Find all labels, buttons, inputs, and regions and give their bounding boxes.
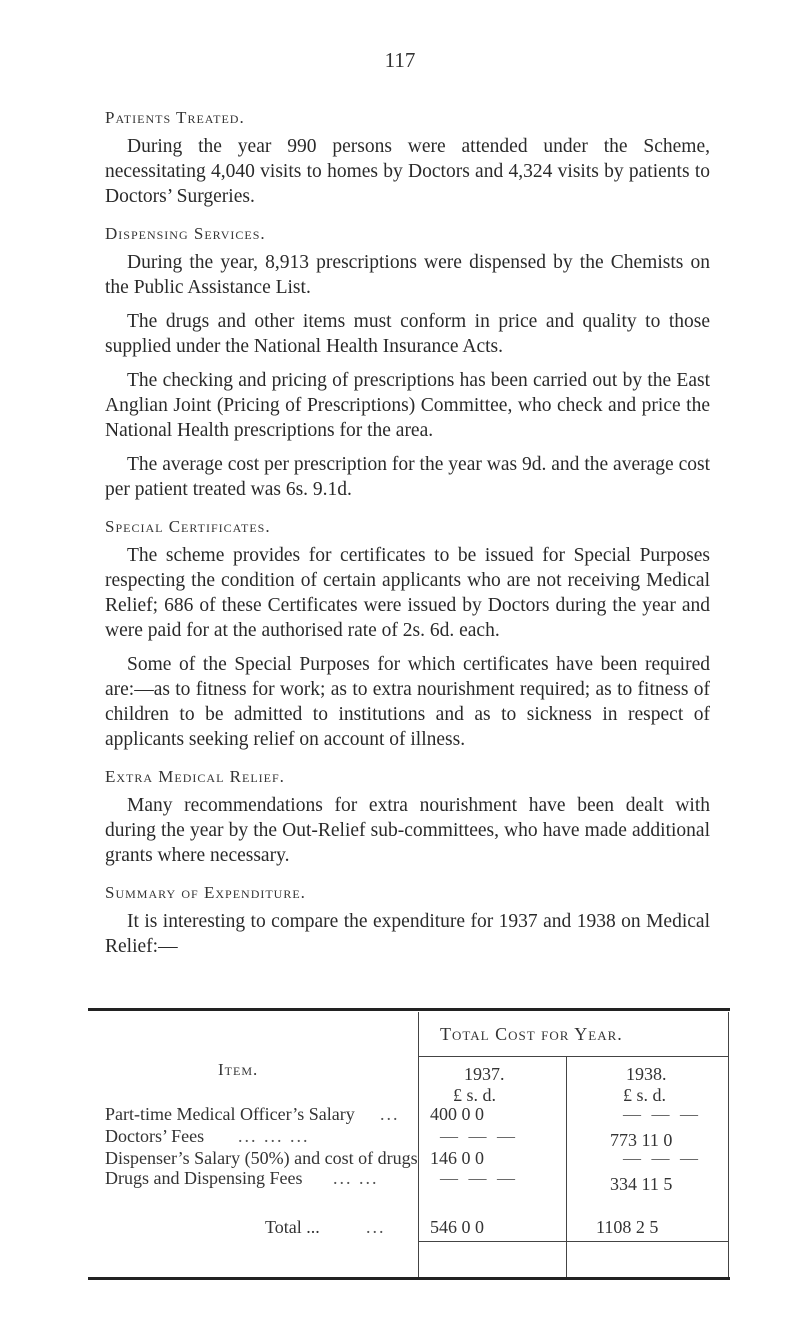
paragraph: The average cost per prescription for the year was 9d. and the average cost per patient treated was 6s. 9.1d. — [105, 454, 710, 500]
total-leader-dots: ... — [366, 1217, 386, 1237]
row-item-label: Part-time Medical Officer’s Salary — [105, 1104, 355, 1124]
paragraph: During the year, 8,913 prescriptions were dispensed by the Chemists on the Public Assistance List. — [105, 252, 710, 298]
units-header-1938: £ s. d. — [623, 1085, 667, 1105]
column-divider — [728, 1012, 729, 1277]
paragraph: During the year 990 persons were attended under the Scheme, necessitating 4,040 visits to homes by Doctors and 4,324 visits by patients to Doctors’ Surgeries. — [105, 136, 710, 207]
row-leader-dots: ... — [380, 1104, 400, 1124]
total-value-1937: 546 0 0 — [430, 1217, 484, 1237]
row-leader-dots: ... ... — [333, 1168, 379, 1188]
row-item-label: Drugs and Dispensing Fees — [105, 1168, 303, 1188]
paragraph: The scheme provides for certificates to be issued for Special Purposes respecting the condition of certain applicants who are not receiving Medical Relief; 686 of these Certificates were issued by Doctors during the year and were paid for at the authorised rate of 2s. 6d. each. — [105, 545, 710, 641]
expenditure-table — [88, 1008, 730, 1280]
paragraph: Many recommendations for extra nourishment have been dealt with during the year by the Out-Relief sub-committees, who have made additional grants where necessary. — [105, 795, 710, 866]
row-item-label: Doctors’ Fees — [105, 1126, 205, 1146]
row-value-1938: 773 11 0 — [610, 1130, 673, 1150]
section-patients-treated — [105, 108, 710, 209]
year-header-1937: 1937. — [464, 1064, 505, 1084]
section-heading: Summary of Expenditure. — [105, 883, 306, 902]
header-divider — [418, 1056, 729, 1057]
total-value-1938: 1108 2 5 — [596, 1217, 659, 1237]
section-extra-medical-relief — [105, 767, 710, 868]
row-value-1938: — — — — [623, 1148, 701, 1168]
section-summary-of-expenditure — [105, 883, 710, 959]
total-label: Total ... — [265, 1217, 320, 1237]
paragraph: The checking and pricing of prescriptions has been carried out by the East Anglian Joint (Pricing of Prescriptions) Committee, who check and price the National Health prescriptions for the area. — [105, 370, 710, 441]
column-divider — [418, 1012, 419, 1277]
row-value-1937: 400 0 0 — [430, 1104, 484, 1124]
table-bottom-rule — [88, 1277, 730, 1280]
year-header-1938: 1938. — [626, 1064, 667, 1084]
table-top-rule — [88, 1008, 730, 1011]
column-divider — [566, 1056, 567, 1277]
section-dispensing-services — [105, 224, 710, 502]
row-value-1937: — — — — [440, 1168, 518, 1188]
paragraph: Some of the Special Purposes for which certificates have been required are:—as to fitness for work; as to extra nourishment required; as to fitness of children to be admitted to institutions and as to sickness in respect of applicants seeking relief on account of illness. — [105, 654, 710, 750]
section-heading: Extra Medical Relief. — [105, 767, 285, 786]
row-leader-dots: ... ... ... — [238, 1126, 310, 1146]
page-number: 117 — [384, 48, 416, 72]
total-divider — [418, 1241, 729, 1242]
row-value-1938: — — — — [623, 1104, 701, 1124]
section-special-certificates — [105, 517, 710, 752]
section-heading: Special Certificates. — [105, 517, 271, 536]
total-cost-header: Total Cost for Year. — [440, 1024, 623, 1044]
paragraph: It is interesting to compare the expenditure for 1937 and 1938 on Medical Relief:— — [105, 911, 710, 957]
row-value-1938: 334 11 5 — [610, 1174, 673, 1194]
section-heading: Dispensing Services. — [105, 224, 266, 243]
document-body — [105, 108, 710, 974]
units-header-1937: £ s. d. — [453, 1085, 497, 1105]
row-value-1937: — — — — [440, 1126, 518, 1146]
row-item-label: Dispenser’s Salary (50%) and cost of drugs — [105, 1148, 418, 1168]
section-heading: Patients Treated. — [105, 108, 245, 127]
item-column-header: Item. — [218, 1060, 259, 1079]
paragraph: The drugs and other items must conform in price and quality to those supplied under the National Health Insurance Acts. — [105, 311, 710, 357]
row-value-1937: 146 0 0 — [430, 1148, 484, 1168]
